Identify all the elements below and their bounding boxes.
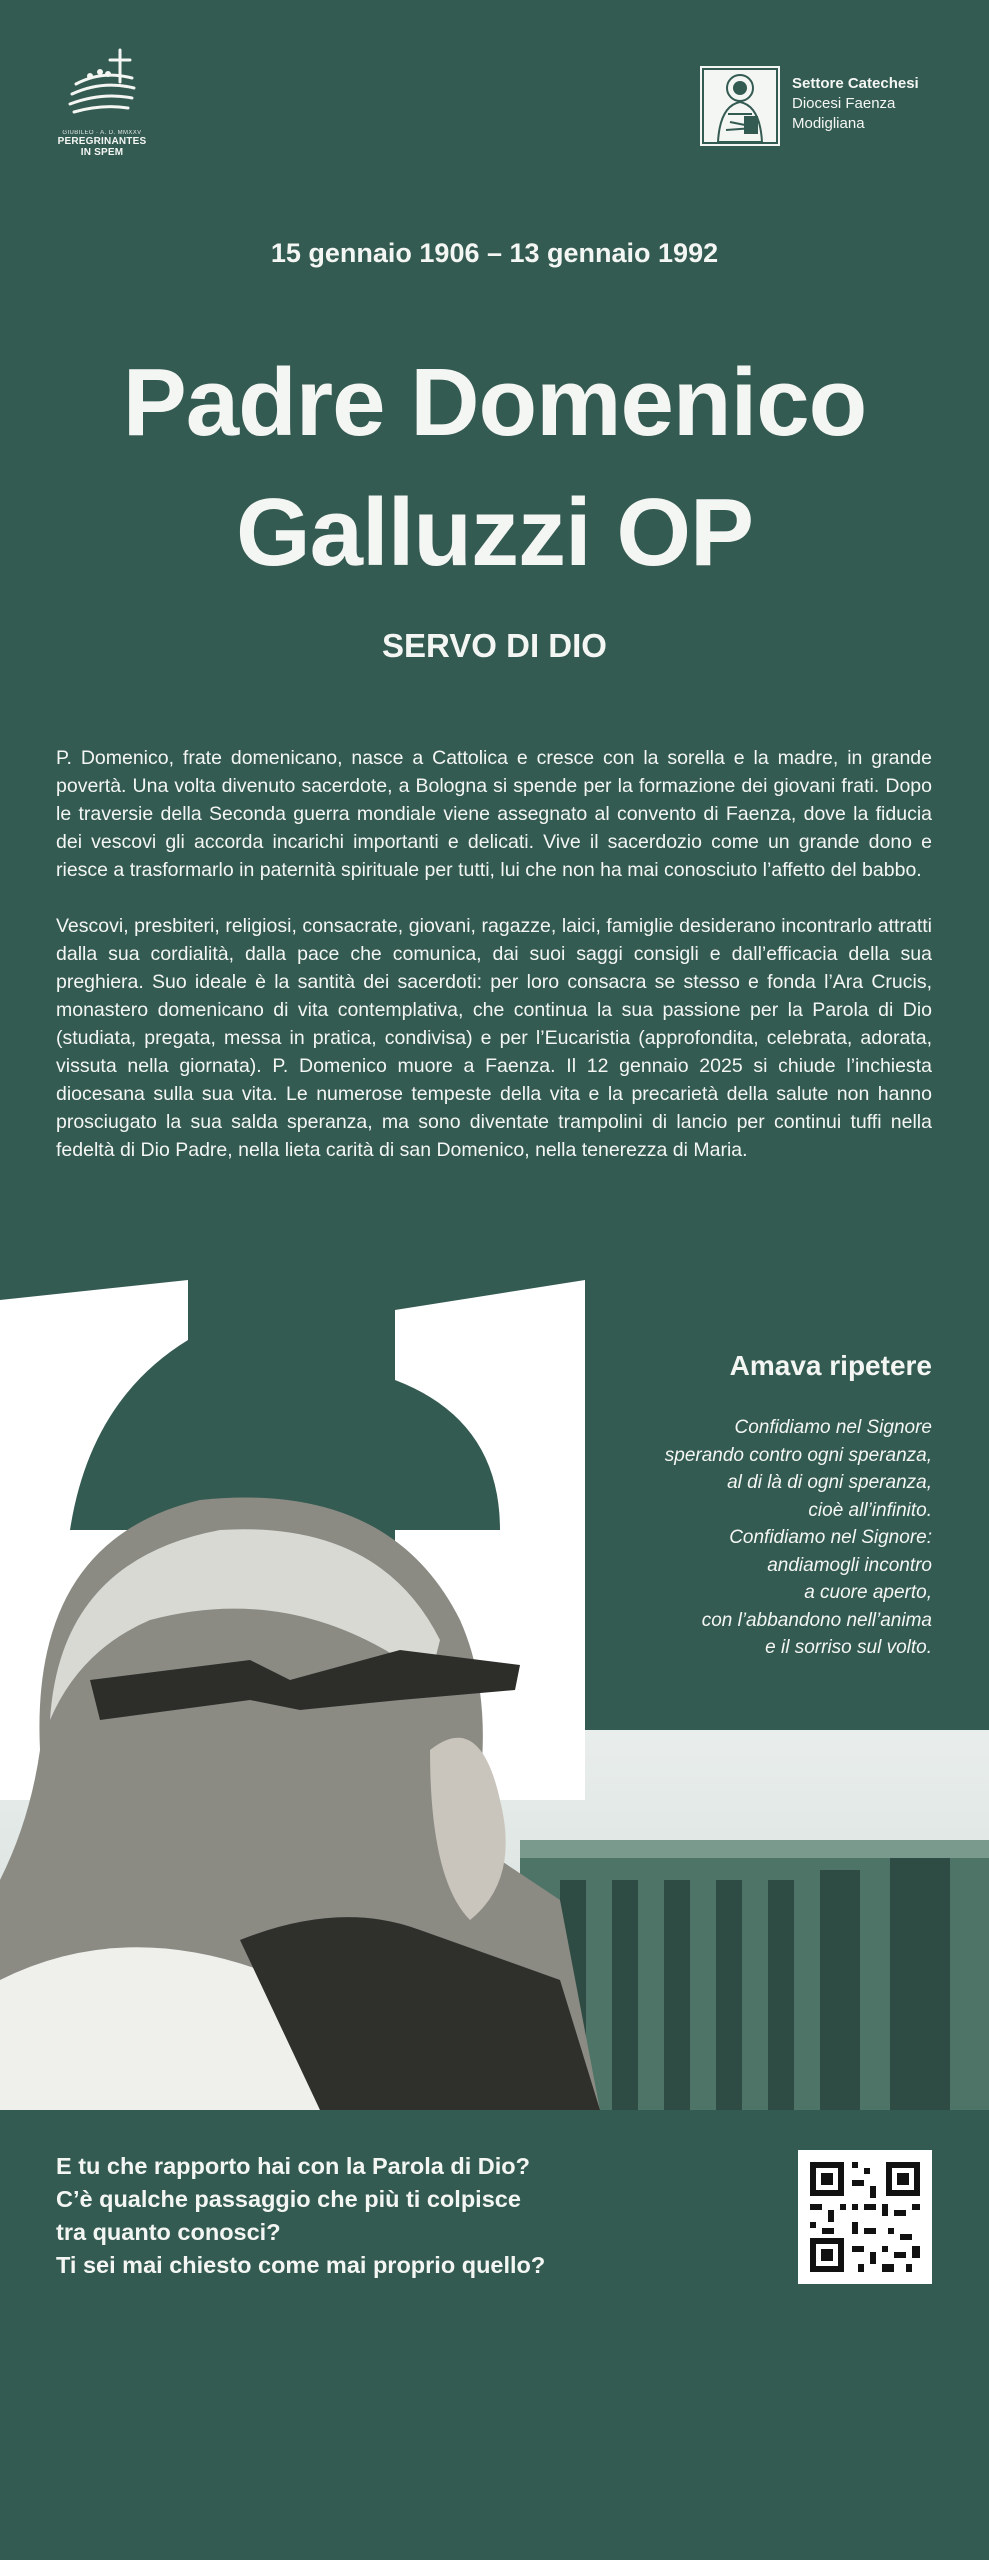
bio-paragraph-1: P. Domenico, frate domenicano, nasce a Cattolica e cresce con la sorella e la madre, in grande povertà. Una volta divenuto sacerdote, a Bologna si spende per la formazione dei giovani frati. Dopo le traversie della Seconda guerra mondiale viene assegnato al convento di Faenza, dove la fiducia dei vescovi gli accorda incarichi importanti e delicati. Vive il sacerdozio come un grande dono e riesce a trasformarlo in paternità spirituale per tutti, lui che non ha mai conosciuto l’affetto del babbo. <box>56 747 932 881</box>
question-line: tra quanto conosci? <box>56 2219 281 2245</box>
portrait-illustration <box>0 1280 989 2110</box>
diocese-line1: Settore Catechesi <box>792 75 919 92</box>
question-line: E tu che rapporto hai con la Parola di Dio? <box>56 2153 530 2179</box>
page-subtitle: SERVO DI DIO <box>382 627 607 664</box>
portrait-area <box>0 1280 989 2110</box>
biography <box>56 744 932 1192</box>
bio-paragraph-2: Vescovi, presbiteri, religiosi, consacrate, giovani, ragazze, laici, famiglie desiderano incontrarlo attratti dalla sua cordialità, dalla pace che comunica, dai suoi saggi consigli e dall’efficacia della sua preghiera. Suo ideale è la santità dei sacerdoti: per loro consacra se stesso e fonda l’Ara Crucis, monastero domenicano di vita contemplativa, che continua la sua passione per la Parola di Dio (studiata, pregata, messa in pratica, condivisa) e per l’Eucaristia (approfondita, celebrata, adorata, vissuta nella giornata). P. Domenico muore a Faenza. Il 12 gennaio 2025 si chiude l’inchiesta diocesana sulla sua vita. Le numerose tempeste della vita e la precarietà della salute non hanno prosciugato la sua salda speranza, ma sono diventate trampolini di lancio per continui tuffi nella fedeltà di Dio Padre, nella lieta carità di san Domenico, nella tenerezza di Maria. <box>56 915 932 1161</box>
jubilee-logo-small-text: GIUBILEO · A. D. MMXXV <box>62 130 142 136</box>
quote-line: andiamogli incontro <box>767 1554 932 1576</box>
quote-line: Confidiamo nel Signore: <box>729 1527 932 1548</box>
qr-code-icon[interactable] <box>798 2150 932 2284</box>
quote-text <box>600 1414 932 1662</box>
saint-emblem-icon <box>700 66 780 146</box>
life-dates: 15 gennaio 1906 – 13 gennaio 1992 <box>270 238 719 268</box>
question-line: Ti sei mai chiesto come mai proprio quello? <box>56 2252 546 2278</box>
jubilee-logo-icon <box>62 48 142 128</box>
quote-title: Amava ripetere <box>729 1350 932 1381</box>
quote-line: sperando contro ogni speranza, <box>664 1444 932 1466</box>
question-line: C’è qualche passaggio che più ti colpisce <box>56 2186 521 2212</box>
reflection-questions <box>56 2150 756 2282</box>
quote-line: e il sorriso sul volto. <box>765 1637 932 1658</box>
jubilee-logo <box>52 48 152 158</box>
page-title <box>0 338 989 598</box>
diocese-line3: Modigliana <box>792 115 865 132</box>
quote-line: cioè all’infinito. <box>808 1499 932 1521</box>
quote-line: al di là di ogni speranza, <box>727 1472 932 1493</box>
diocese-line2: Diocesi Faenza <box>792 95 896 112</box>
title-line1: Padre Domenico <box>122 349 867 456</box>
quote-line: a cuore aperto, <box>804 1582 932 1603</box>
jubilee-logo-line1: PEREGRINANTES <box>57 136 147 147</box>
quote-line: con l’abbandono nell’anima <box>701 1609 932 1631</box>
title-line2: Galluzzi OP <box>235 479 754 586</box>
jubilee-logo-line2: IN SPEM <box>80 147 124 158</box>
diocese-logo <box>700 66 919 146</box>
quote-line: Confidiamo nel Signore <box>734 1417 932 1438</box>
